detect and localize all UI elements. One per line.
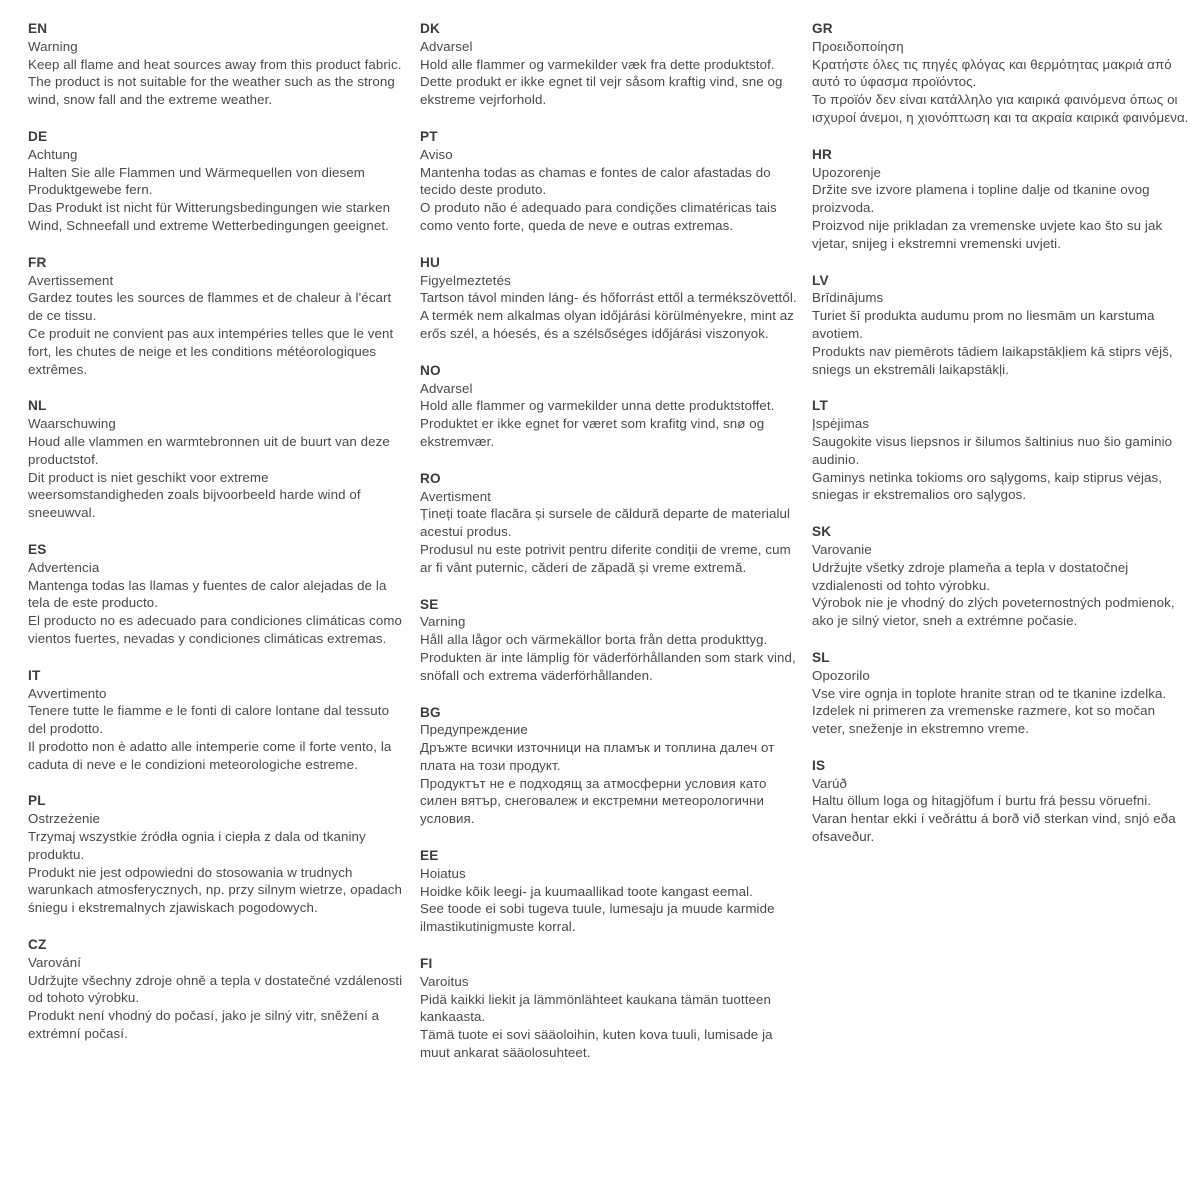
warning-title: Opozorilo	[812, 667, 870, 683]
warning-text: Udržujte všechny zdroje ohně a tepla v dostatečné vzdálenosti od tohoto výrobku.	[28, 972, 403, 1006]
warning-text: The product is not suitable for the weather such as the strong wind, snow fall and the extreme weather.	[28, 74, 395, 108]
language-section-bg	[420, 704, 798, 829]
warning-text: Produktet er ikke egnet for været som krafitg vind, snø og ekstremvær.	[420, 416, 765, 449]
language-section-gr	[812, 20, 1190, 127]
warning-title: Varování	[28, 954, 82, 970]
warning-text: Vse vire ognja in toplote hranite stran od te tkanine izdelka.	[812, 685, 1167, 701]
warning-title: Upozorenje	[812, 164, 882, 180]
warning-text: Mantenga todas las llamas y fuentes de calor alejadas de la tela de este producto.	[28, 577, 387, 611]
language-section-sl	[812, 649, 1190, 738]
language-section-en	[28, 20, 406, 109]
language-section-pt	[420, 128, 798, 235]
language-section-is	[812, 757, 1190, 846]
language-code: DE	[28, 128, 48, 144]
warning-text: Izdelek ni primeren za vremenske razmere, kot so močan veter, sneženje in ekstremno vreme.	[812, 703, 1156, 737]
warning-text: Håll alla lågor och värmekällor borta från detta produkttyg.	[420, 632, 768, 648]
language-section-it	[28, 667, 406, 774]
language-section-es	[28, 541, 406, 648]
language-code: FI	[420, 956, 433, 972]
warning-text: Mantenha todas as chamas e fontes de calor afastadas do tecido deste produto.	[420, 164, 771, 198]
warning-text: Haltu öllum loga og hitagjöfum í burtu frá þessu vöruefni.	[812, 793, 1152, 809]
warning-text: Tenere tutte le fiamme e le fonti di calore lontane dal tessuto del prodotto.	[28, 703, 390, 737]
warning-text: Продуктът не е подходящ за атмосферни условия като силен вятър, снеговалеж и екстремни метеорологични условия.	[420, 775, 767, 827]
language-code: GR	[812, 21, 833, 36]
warning-title: Advarsel	[420, 38, 473, 54]
warning-text: Pidä kaikki liekit ja lämmönlähteet kaukana tämän tuotteen kankaasta.	[420, 991, 771, 1025]
warning-text: Το προϊόν δεν είναι κατάλληλο για καιρικά φαινόμενα όπως οι ισχυροί άνεμοι, η χιονόπτωση και τα ακραία καιρικά φαινόμενα.	[812, 92, 1189, 125]
warning-text: Hold alle flammer og varmekilder unna dette produktstoffet.	[420, 398, 775, 414]
text-column-3	[812, 20, 1190, 1081]
warning-text: Držite sve izvore plamena i topline dalje od tkanine ovog proizvoda.	[812, 182, 1150, 216]
language-code: CZ	[28, 937, 47, 953]
warning-text: Il prodotto non è adatto alle intemperie come il forte vento, la caduta di neve e le condizioni meteorologiche estreme.	[28, 738, 392, 772]
language-section-ee	[420, 847, 798, 936]
warning-title: Brīdinājums	[812, 290, 884, 306]
language-section-pl	[28, 792, 406, 917]
warning-text: Κρατήστε όλες τις πηγές φλόγας και θερμότητας μακριά από αυτό το ύφασμα προϊόντος.	[812, 56, 1172, 90]
warning-text: Țineți toate flacăra și sursele de căldură departe de materialul acestui produs.	[420, 506, 791, 540]
language-code: LV	[812, 272, 829, 288]
language-code: FR	[28, 254, 47, 270]
warning-text: Дръжте всички източници на пламък и топлина далеч от плата на този продукт.	[420, 740, 775, 773]
language-code: IS	[812, 757, 826, 773]
warning-title: Avertisment	[420, 488, 492, 504]
warning-text: Dit product is niet geschikt voor extreme weersomstandigheden zoals bijvoorbeeld harde wind of sneeuwval.	[28, 469, 361, 521]
warning-text: Das Produkt ist nicht für Witterungsbedingungen wie starken Wind, Schneefall und extreme Wetterbedingungen geeignet.	[28, 200, 391, 233]
warning-title: Įspėjimas	[812, 416, 870, 432]
language-section-cz	[28, 936, 406, 1043]
language-code: SE	[420, 596, 439, 612]
language-section-lv	[812, 272, 1190, 379]
warning-title: Varoitus	[420, 973, 469, 989]
language-code: IT	[28, 667, 41, 683]
warning-title: Achtung	[28, 146, 78, 162]
warning-text: O produto não é adequado para condições climatéricas tais como vento forte, queda de neve e outras extremas.	[420, 200, 777, 233]
warning-text: Proizvod nije prikladan za vremenske uvjete kao što su jak vjetar, snijeg i ekstremni vremenski uvjeti.	[812, 217, 1163, 251]
warning-text: Ce produit ne convient pas aux intempéries telles que le vent fort, les chutes de neige et les conditions météorologiques extrêmes.	[28, 325, 394, 377]
warning-title: Varning	[420, 614, 466, 630]
language-section-hu	[420, 254, 798, 343]
warning-title: Varovanie	[812, 541, 872, 557]
language-code: PT	[420, 128, 438, 144]
language-section-lt	[812, 397, 1190, 504]
language-code: ES	[28, 541, 47, 557]
warning-title: Advertencia	[28, 559, 100, 575]
warning-text: Produsul nu este potrivit pentru diferite condiții de vreme, cum ar fi vânt puternic, căderi de zăpadă și vreme extremă.	[420, 541, 791, 575]
language-code: RO	[420, 470, 441, 486]
language-section-fr	[28, 254, 406, 379]
warning-text: Halten Sie alle Flammen und Wärmequellen von diesem Produktgewebe fern.	[28, 164, 365, 198]
language-code: SK	[812, 524, 832, 540]
warning-text: Dette produkt er ikke egnet til vejr såsom kraftig vind, sne og ekstreme vejrforhold.	[420, 74, 783, 108]
warning-title: Avertissement	[28, 272, 114, 288]
warning-text: Produkt není vhodný do počasí, jako je silný vitr, sněžení a extrémní počasí.	[28, 1008, 380, 1042]
text-column-1	[28, 20, 406, 1081]
warning-text: Tartson távol minden láng- és hőforrást ettől a termékszövettől.	[420, 290, 797, 306]
language-code: EE	[420, 848, 439, 864]
warning-title: Aviso	[420, 146, 453, 162]
warning-text: Produkten är inte lämplig för väderförhållanden som stark vind, snöfall och extrema väderförhållanden.	[420, 649, 796, 683]
language-code: NL	[28, 398, 47, 414]
warning-text: Turiet šī produkta audumu prom no liesmām un karstuma avotiem.	[812, 308, 1155, 341]
language-code: HU	[420, 254, 441, 270]
text-column-2	[420, 20, 798, 1081]
warning-text: El producto no es adecuado para condiciones climáticas como vientos fuertes, nevadas y condiciones climáticas extremas.	[28, 613, 402, 646]
warning-title: Warning	[28, 38, 78, 54]
warning-title: Figyelmeztetés	[420, 272, 511, 288]
language-section-se	[420, 596, 798, 685]
warning-title: Avvertimento	[28, 685, 107, 701]
warning-title: Advarsel	[420, 380, 473, 396]
language-code: HR	[812, 146, 833, 162]
warning-text: Varan hentar ekki í veðráttu á borð við sterkan vind, snjó eða ofsaveður.	[812, 811, 1176, 845]
language-section-nl	[28, 397, 406, 522]
language-code: PL	[28, 793, 46, 809]
warning-text: Houd alle vlammen en warmtebronnen uit de buurt van deze productstof.	[28, 433, 390, 467]
language-code: EN	[28, 21, 48, 36]
language-section-dk	[420, 20, 798, 109]
warning-text: Produkt nie jest odpowiedni do stosowania w trudnych warunkach atmosferycznych, np. przy silnym wietrze, opadach śniegu i ekstremalnych zjawiskach pogodowych.	[28, 864, 402, 916]
warning-text: Saugokite visus liepsnos ir šilumos šaltinius nuo šio gaminio audinio.	[812, 433, 1173, 467]
warning-title: Waarschuwing	[28, 416, 116, 432]
warning-title: Hoiatus	[420, 865, 466, 881]
language-section-fi	[420, 955, 798, 1062]
warning-title: Предупреждение	[420, 722, 528, 738]
language-code: LT	[812, 398, 828, 414]
warning-text: Trzymaj wszystkie źródła ognia i ciepła z dala od tkaniny produktu.	[28, 829, 366, 862]
language-section-sk	[812, 523, 1190, 630]
language-code: BG	[420, 704, 441, 720]
language-code: NO	[420, 362, 441, 378]
language-code: SL	[812, 649, 830, 665]
warning-title: Varúð	[812, 775, 847, 791]
language-section-ro	[420, 470, 798, 577]
warning-text: Keep all flame and heat sources away from this product fabric.	[28, 56, 402, 72]
language-code: DK	[420, 21, 441, 36]
warning-text: Udržujte všetky zdroje plameňa a tepla v dostatočnej vzdialenosti od tohto výrobku.	[812, 559, 1129, 593]
warning-text: Hold alle flammer og varmekilder væk fra dette produktstof.	[420, 56, 775, 72]
warning-title: Ostrzeżenie	[28, 811, 101, 827]
warning-text: Gardez toutes les sources de flammes et de chaleur à l'écart de ce tissu.	[28, 290, 392, 324]
language-section-no	[420, 362, 798, 451]
warning-text: Gaminys netinka tokioms oro sąlygoms, kaip stiprus vėjas, sniegas ir ekstremalios oro sąlygos.	[812, 469, 1163, 503]
warning-text: See toode ei sobi tugeva tuule, lumesaju ja muude karmide ilmastikutinigmuste korral.	[420, 901, 775, 935]
language-section-hr	[812, 146, 1190, 253]
warning-text: A termék nem alkalmas olyan időjárási körülményekre, mint az erős szél, a hóesés, és a szélsőséges időjárási viszonyok.	[420, 308, 795, 341]
warning-text: Tämä tuote ei sovi sääoloihin, kuten kova tuuli, lumisade ja muut ankarat sääolosuhteet.	[420, 1027, 773, 1061]
warning-text: Hoidke kõik leegi- ja kuumaallikad toote kangast eemal.	[420, 883, 753, 899]
warning-text: Výrobok nie je vhodný do zlých poveternostných podmienok, ako je silný vietor, sneh a extrémne počasie.	[812, 595, 1175, 629]
language-section-de	[28, 128, 406, 235]
warning-text: Produkts nav piemērots tādiem laikapstākļiem kā stiprs vējš, sniegs un ekstremāli laikapstākļi.	[812, 343, 1173, 377]
warning-title: Προειδοποίηση	[812, 38, 904, 54]
